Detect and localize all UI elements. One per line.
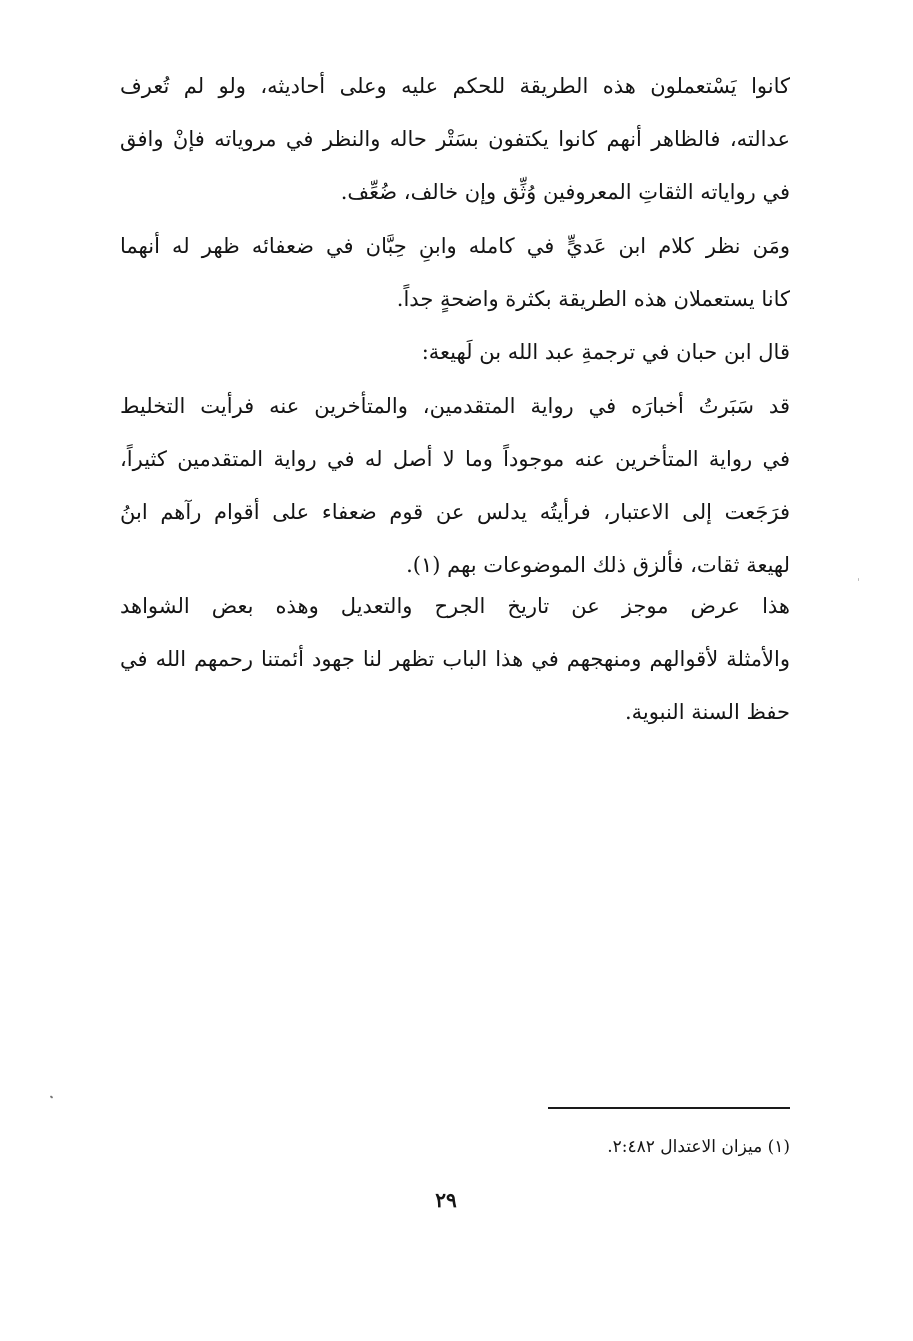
- scan-speck: [50, 1095, 54, 1098]
- text-line: كانوا يَسْتعملون هذه الطريقة للحكم عليه وعلى أحاديثه، ولو لم تُعرف: [120, 74, 790, 98]
- text-line: والأمثلة لأقوالهم ومنهجهم في هذا الباب تظهر لنا جهود أئمتنا رحمهم الله في: [120, 647, 790, 671]
- paragraph-3: [120, 326, 790, 379]
- text-line: حفظ السنة النبوية.: [625, 700, 790, 724]
- paragraph-2: [120, 220, 790, 326]
- text-line: كانا يستعملان هذه الطريقة بكثرة واضحةٍ جداً.: [396, 287, 790, 311]
- footnote-divider: [548, 1107, 790, 1109]
- page-number: ٢٩: [435, 1188, 457, 1212]
- text-line: هذا عرض موجز عن تاريخ الجرح والتعديل وهذه بعض الشواهد: [120, 594, 790, 618]
- footnote: (١) ميزان الاعتدال ٢:٤٨٢.: [607, 1137, 790, 1157]
- text-line: في رواياته الثقاتِ المعروفين وُثِّق وإن خالف، ضُعِّف.: [340, 180, 790, 204]
- text-line: لهيعة ثقات، فألزق ذلك الموضوعات بهم (١).: [406, 553, 790, 577]
- paragraph-4-quotation: [120, 380, 790, 592]
- text-line: قد سَبَرتُ أخبارَه في رواية المتقدمين، والمتأخرين عنه فرأيت التخليط: [120, 394, 790, 418]
- text-line: قال ابن حبان في ترجمةِ عبد الله بن لَهيعة:: [421, 340, 790, 364]
- scan-speck: [858, 578, 859, 581]
- paragraph-5: [120, 580, 790, 739]
- paragraph-1: [120, 60, 790, 219]
- text-line: ومَن نظر كلام ابن عَديٍّ في كامله وابنِ حِبَّان في ضعفائه ظهر له أنهما: [120, 234, 790, 258]
- text-line: في رواية المتأخرين عنه موجوداً وما لا أصل له في رواية المتقدمين كثيراً،: [120, 447, 790, 471]
- text-line: عدالته، فالظاهر أنهم كانوا يكتفون بسَتْر حاله والنظر في مروياته فإنْ وافق: [120, 127, 790, 151]
- text-line: فرَجَعت إلى الاعتبار، فرأيتُه يدلس عن قوم ضعفاء على أقوام رآهم ابنُ: [120, 500, 790, 524]
